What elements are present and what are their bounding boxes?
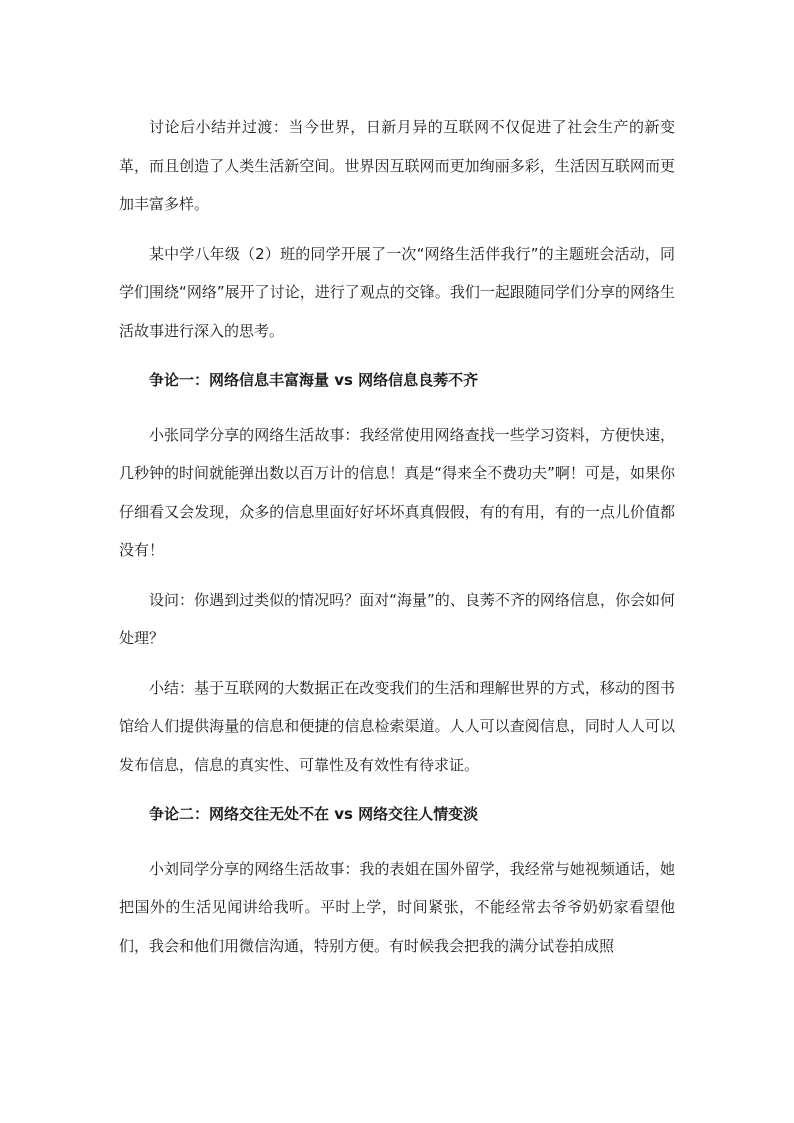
heading-debate-two: 争论二：网络交往无处不在 vs 网络交往人情变淡 [149,805,479,823]
paragraph-xiaozhang-story: 小张同学分享的网络生活故事：我经常使用网络查找一些学习资料，方便快速，几秒钟的时间就能弹出数以百万计的信息！真是“得来全不费功夫”啊！可是，如果你仔细看又会发现，众多的信息里面好好坏坏真真假假，有的有用，有的一点儿价值都没有！ [119,425,675,559]
paragraph-summary: 小结：基于互联网的大数据正在改变我们的生活和理解世界的方式，移动的图书馆给人们提供海量的信息和便捷的信息检索渠道。人人可以查阅信息，同时人人可以发布信息，信息的真实性、可靠性及有效性有待求证。 [119,678,675,774]
paragraph-question: 设问：你遇到过类似的情况吗？面对“海量”的、良莠不齐的网络信息，你会如何处理？ [119,590,675,647]
heading-debate-one: 争论一：网络信息丰富海量 vs 网络信息良莠不齐 [149,371,479,389]
paragraph-xiaoliu-story: 小刘同学分享的网络生活故事：我的表姐在国外留学，我经常与她视频通话，她把国外的生活见闻讲给我听。平时上学，时间紧张，不能经常去爷爷奶奶家看望他们，我会和他们用微信沟通，特别方便。有时候我会把我的满分试卷拍成照 [119,859,675,955]
document-body [119,108,675,976]
paragraph-summary-transition: 讨论后小结并过渡：当今世界，日新月异的互联网不仅促进了社会生产的新变革，而且创造了人类生活新空间。世界因互联网而更加绚丽多彩，生活因互联网而更加丰富多样。 [119,118,675,213]
paragraph-class-meeting: 某中学八年级（2）班的同学开展了一次“网络生活伴我行”的主题班会活动，同学们围绕“网络”展开了讨论，进行了观点的交锋。我们一起跟随同学们分享的网络生活故事进行深入的思考。 [119,244,675,340]
